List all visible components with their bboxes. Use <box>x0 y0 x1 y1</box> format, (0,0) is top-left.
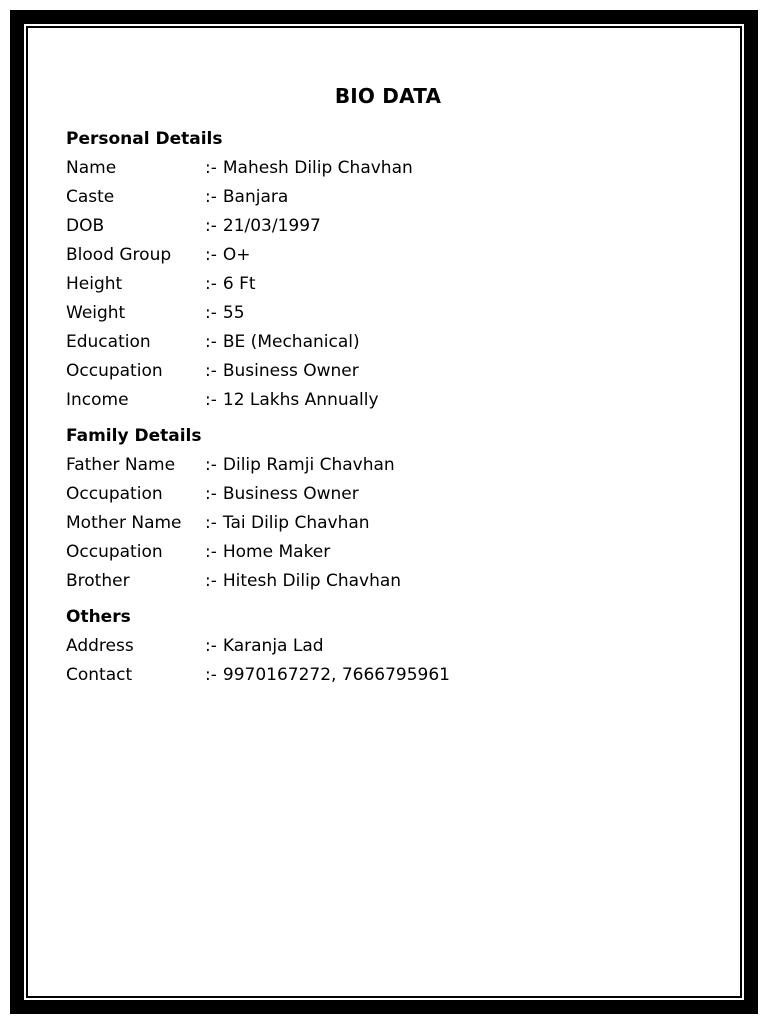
field-row <box>66 632 706 661</box>
field-value: 6 Ft <box>222 274 256 294</box>
field-separator: :- <box>205 571 217 591</box>
field-label: Occupation <box>66 484 163 504</box>
section-heading: Personal Details <box>66 129 223 149</box>
field-value: Mahesh Dilip Chavhan <box>222 158 413 178</box>
field-label: Weight <box>66 303 126 323</box>
field-row <box>66 357 706 386</box>
field-row <box>66 270 706 299</box>
field-label: Blood Group <box>66 245 172 265</box>
field-row <box>66 328 706 357</box>
field-label: Contact <box>66 665 133 685</box>
field-label: Address <box>66 636 134 656</box>
field-value: BE (Mechanical) <box>222 332 360 352</box>
field-list <box>66 451 706 596</box>
field-separator: :- <box>205 542 217 562</box>
field-value: 12 Lakhs Annually <box>222 390 379 410</box>
document-content <box>66 84 706 698</box>
field-row <box>66 538 706 567</box>
field-row <box>66 661 706 690</box>
field-label: Occupation <box>66 361 163 381</box>
field-separator: :- <box>205 274 217 294</box>
field-label: Father Name <box>66 455 176 475</box>
field-value: 21/03/1997 <box>222 216 321 236</box>
field-separator: :- <box>205 636 217 656</box>
field-label: Mother Name <box>66 513 182 533</box>
field-separator: :- <box>205 245 217 265</box>
field-row <box>66 212 706 241</box>
document-title: BIO DATA <box>334 84 442 108</box>
field-separator: :- <box>205 455 217 475</box>
field-row <box>66 386 706 415</box>
field-value: Business Owner <box>222 484 359 504</box>
field-separator: :- <box>205 158 217 178</box>
section-heading: Family Details <box>66 426 202 446</box>
field-value: Hitesh Dilip Chavhan <box>222 571 402 591</box>
field-value: 55 <box>222 303 245 323</box>
field-separator: :- <box>205 361 217 381</box>
field-list <box>66 632 706 690</box>
field-row <box>66 241 706 270</box>
field-separator: :- <box>205 303 217 323</box>
field-value: Home Maker <box>222 542 331 562</box>
field-value: Banjara <box>222 187 289 207</box>
section-family-details <box>66 423 706 596</box>
field-row <box>66 480 706 509</box>
field-list <box>66 154 706 415</box>
field-label: Income <box>66 390 129 410</box>
field-label: DOB <box>66 216 105 236</box>
field-label: Occupation <box>66 542 163 562</box>
field-row <box>66 451 706 480</box>
field-value: 9970167272, 7666795961 <box>222 665 451 685</box>
sections-container <box>66 126 706 690</box>
field-value: Tai Dilip Chavhan <box>222 513 370 533</box>
field-separator: :- <box>205 216 217 236</box>
field-row <box>66 154 706 183</box>
field-separator: :- <box>205 187 217 207</box>
field-label: Education <box>66 332 151 352</box>
field-separator: :- <box>205 484 217 504</box>
field-row <box>66 183 706 212</box>
field-label: Height <box>66 274 123 294</box>
field-label: Caste <box>66 187 115 207</box>
field-value: Business Owner <box>222 361 359 381</box>
field-separator: :- <box>205 390 217 410</box>
field-row <box>66 567 706 596</box>
section-heading: Others <box>66 607 131 627</box>
field-separator: :- <box>205 513 217 533</box>
field-row <box>66 299 706 328</box>
section-others <box>66 604 706 690</box>
field-value: O+ <box>222 245 251 265</box>
field-value: Karanja Lad <box>222 636 324 656</box>
field-value: Dilip Ramji Chavhan <box>222 455 395 475</box>
field-separator: :- <box>205 665 217 685</box>
section-personal-details <box>66 126 706 415</box>
field-separator: :- <box>205 332 217 352</box>
field-row <box>66 509 706 538</box>
field-label: Name <box>66 158 117 178</box>
field-label: Brother <box>66 571 130 591</box>
